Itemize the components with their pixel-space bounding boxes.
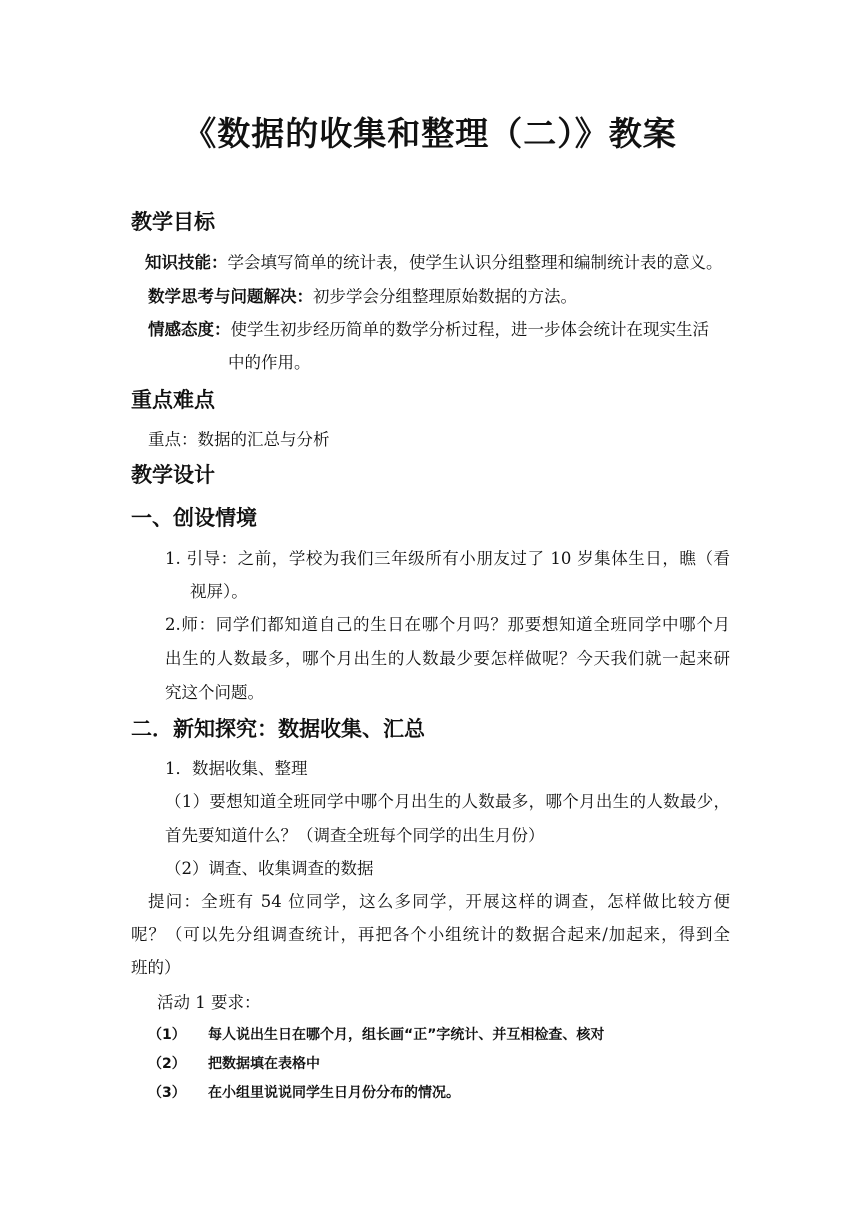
part1-item2-line2: 出生的人数最多，哪个月出生的人数最少要怎样做呢？今天我们就一起来研 — [165, 649, 730, 668]
part2-step1: 1．数据收集、整理 — [165, 759, 308, 778]
heading-goals: 教学目标 — [131, 210, 215, 234]
requirement-2-text: 把数据填在表格中 — [208, 1056, 320, 1072]
goal-attitude-label: 情感态度： — [148, 320, 231, 339]
requirement-2-number: （2） — [148, 1056, 186, 1072]
goal-thinking-text: 初步学会分组整理原始数据的方法。 — [313, 287, 577, 306]
part1-item2-line3: 究这个问题。 — [165, 683, 264, 702]
heading-part2: 二．新知探究：数据收集、汇总 — [131, 717, 425, 741]
part1-item1-line1: 1. 引导：之前，学校为我们三年级所有小朋友过了 10 岁集体生日，瞧（看 — [165, 549, 730, 568]
part2-ask-line1: 提问：全班有 54 位同学，这么多同学，开展这样的调查，怎样做比较方便 — [148, 892, 730, 911]
goal-knowledge-label: 知识技能： — [145, 253, 228, 272]
part2-ask-line2: 呢？（可以先分组调查统计，再把各个小组统计的数据合起来/加起来，得到全 — [131, 925, 730, 944]
goal-thinking-label: 数学思考与问题解决： — [148, 287, 313, 306]
part2-q2: （2）调查、收集调查的数据 — [165, 859, 374, 878]
activity-title: 活动 1 要求： — [157, 993, 261, 1012]
document-title: 《数据的收集和整理（二）》教案 — [183, 114, 677, 153]
goal-knowledge-text: 学会填写简单的统计表，使学生认识分组整理和编制统计表的意义。 — [227, 253, 723, 272]
part1-item2-line1: 2.师：同学们都知道自己的生日在哪个月吗？那要想知道全班同学中哪个月 — [165, 615, 730, 634]
part1-item1-line2: 视屏）。 — [190, 582, 248, 601]
part2-q1-line2: 首先要知道什么？（调查全班每个同学的出生月份） — [165, 826, 545, 845]
heading-key-points: 重点难点 — [131, 388, 215, 412]
heading-design: 教学设计 — [131, 463, 215, 487]
goal-attitude-text-1: 使学生初步经历简单的数学分析过程，进一步体会统计在现实生活 — [230, 320, 709, 339]
requirement-1-text: 每人说出生日在哪个月，组长画“正”字统计、并互相检查、核对 — [208, 1027, 605, 1043]
part2-q1-line1: （1）要想知道全班同学中哪个月出生的人数最多，哪个月出生的人数最少， — [165, 792, 730, 811]
requirement-3-text: 在小组里说说同学生日月份分布的情况。 — [208, 1085, 460, 1101]
requirement-1-number: （1） — [148, 1027, 186, 1043]
key-point: 重点：数据的汇总与分析 — [148, 430, 330, 449]
heading-part1: 一、创设情境 — [131, 506, 257, 530]
goal-attitude — [148, 316, 709, 340]
goal-knowledge — [145, 249, 723, 273]
part2-ask-line3: 班的） — [131, 958, 181, 977]
goal-attitude-text-2: 中的作用。 — [228, 353, 311, 372]
goal-thinking — [148, 283, 577, 307]
requirement-3-number: （3） — [148, 1085, 186, 1101]
